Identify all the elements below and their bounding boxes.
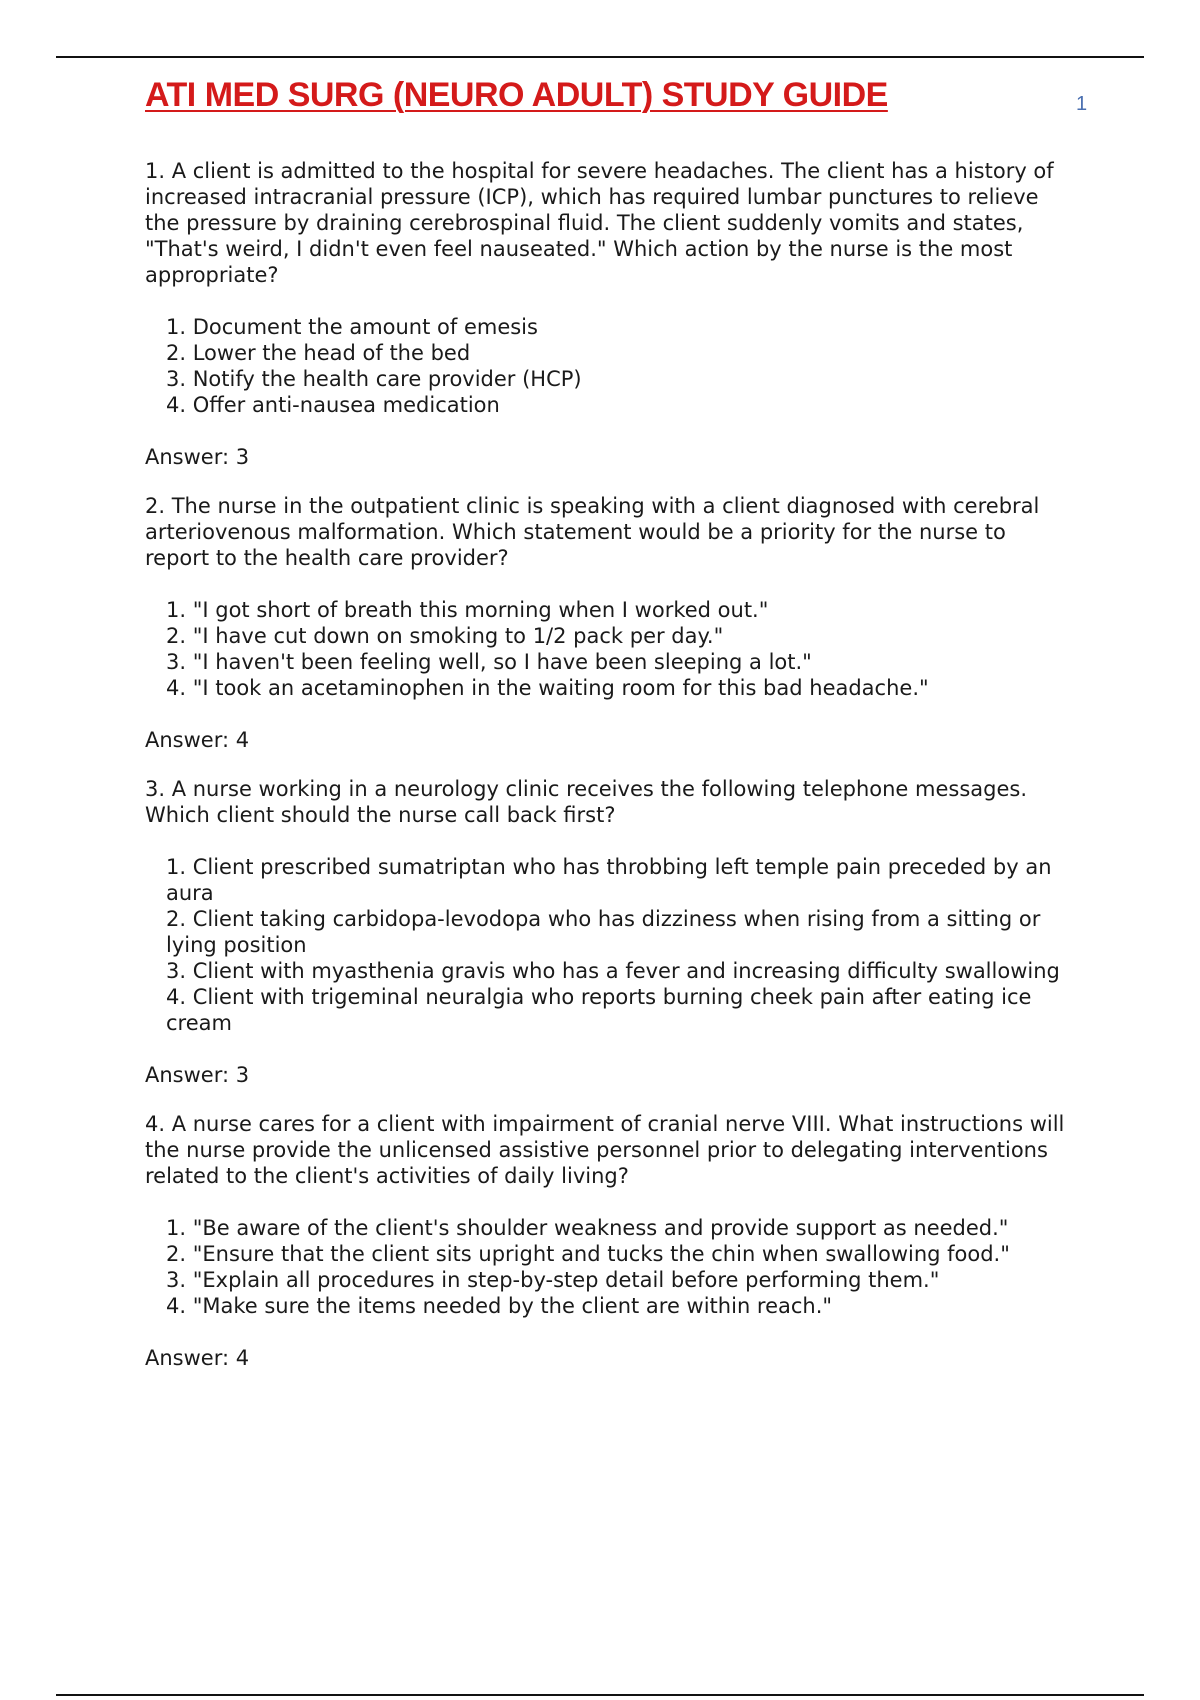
answer-option: 4. "Make sure the items needed by the client are within reach." (166, 1294, 833, 1318)
page-number: 1 (1076, 93, 1088, 115)
question-3 (145, 776, 1075, 1088)
answer-options (145, 314, 1075, 418)
answer-option: 3. "I haven't been feeling well, so I have been sleeping a lot." (166, 650, 812, 674)
answer-options (145, 1215, 1075, 1319)
answer-options (145, 854, 1075, 1036)
question-2 (145, 493, 1075, 753)
header-rule (56, 56, 1144, 58)
answer-option: 2. "Ensure that the client sits upright and tucks the chin when swallowing food." (166, 1242, 1010, 1266)
answer-option: 2. Lower the head of the bed (166, 341, 471, 365)
question-stem: 1. A client is admitted to the hospital for severe headaches. The client has a history of increased intracranial pressure (ICP), which has required lumbar punctures to relieve the pressure by draining cerebrospinal fluid. The client suddenly vomits and states, "That's weird, I didn't even feel nauseated." Which action by the nurse is the most appropriate? (145, 159, 1054, 287)
answer-option: 1. "I got short of breath this morning when I worked out." (166, 598, 769, 622)
page-title: ATI MED SURG (NEURO ADULT) STUDY GUIDE (145, 76, 888, 114)
answer-option: 4. "I took an acetaminophen in the waiting room for this bad headache." (166, 676, 929, 700)
answer-option: 1. Client prescribed sumatriptan who has throbbing left temple pain preceded by an aura (166, 855, 1052, 905)
answer-options (145, 597, 1075, 701)
answer-key: Answer: 4 (145, 728, 250, 752)
answer-option: 4. Offer anti-nausea medication (166, 393, 500, 417)
answer-option: 1. "Be aware of the client's shoulder weakness and provide support as needed." (166, 1216, 1009, 1240)
question-stem: 2. The nurse in the outpatient clinic is speaking with a client diagnosed with cerebral arteriovenous malformation. Which statement would be a priority for the nurse to report to the health care provider? (145, 494, 1040, 570)
footer-rule (56, 1694, 1144, 1696)
question-1 (145, 158, 1075, 470)
answer-key: Answer: 3 (145, 1063, 250, 1087)
answer-option: 4. Client with trigeminal neuralgia who reports burning cheek pain after eating ice cream (166, 985, 1032, 1035)
question-stem: 3. A nurse working in a neurology clinic receives the following telephone messages. Which client should the nurse call back first? (145, 777, 1027, 827)
answer-option: 1. Document the amount of emesis (166, 315, 538, 339)
question-4 (145, 1111, 1075, 1371)
answer-option: 3. Notify the health care provider (HCP) (166, 367, 582, 391)
answer-key: Answer: 3 (145, 445, 250, 469)
answer-option: 3. Client with myasthenia gravis who has a fever and increasing difficulty swallowing (166, 959, 1060, 983)
answer-option: 2. "I have cut down on smoking to 1/2 pack per day." (166, 624, 724, 648)
answer-option: 2. Client taking carbidopa-levodopa who has dizziness when rising from a sitting or lying position (166, 907, 1041, 957)
answer-option: 3. "Explain all procedures in step-by-step detail before performing them." (166, 1268, 940, 1292)
question-list (145, 158, 1075, 1394)
answer-key: Answer: 4 (145, 1346, 250, 1370)
question-stem: 4. A nurse cares for a client with impairment of cranial nerve VIII. What instructions will the nurse provide the unlicensed assistive personnel prior to delegating interventions related to the client's activities of daily living? (145, 1112, 1065, 1188)
